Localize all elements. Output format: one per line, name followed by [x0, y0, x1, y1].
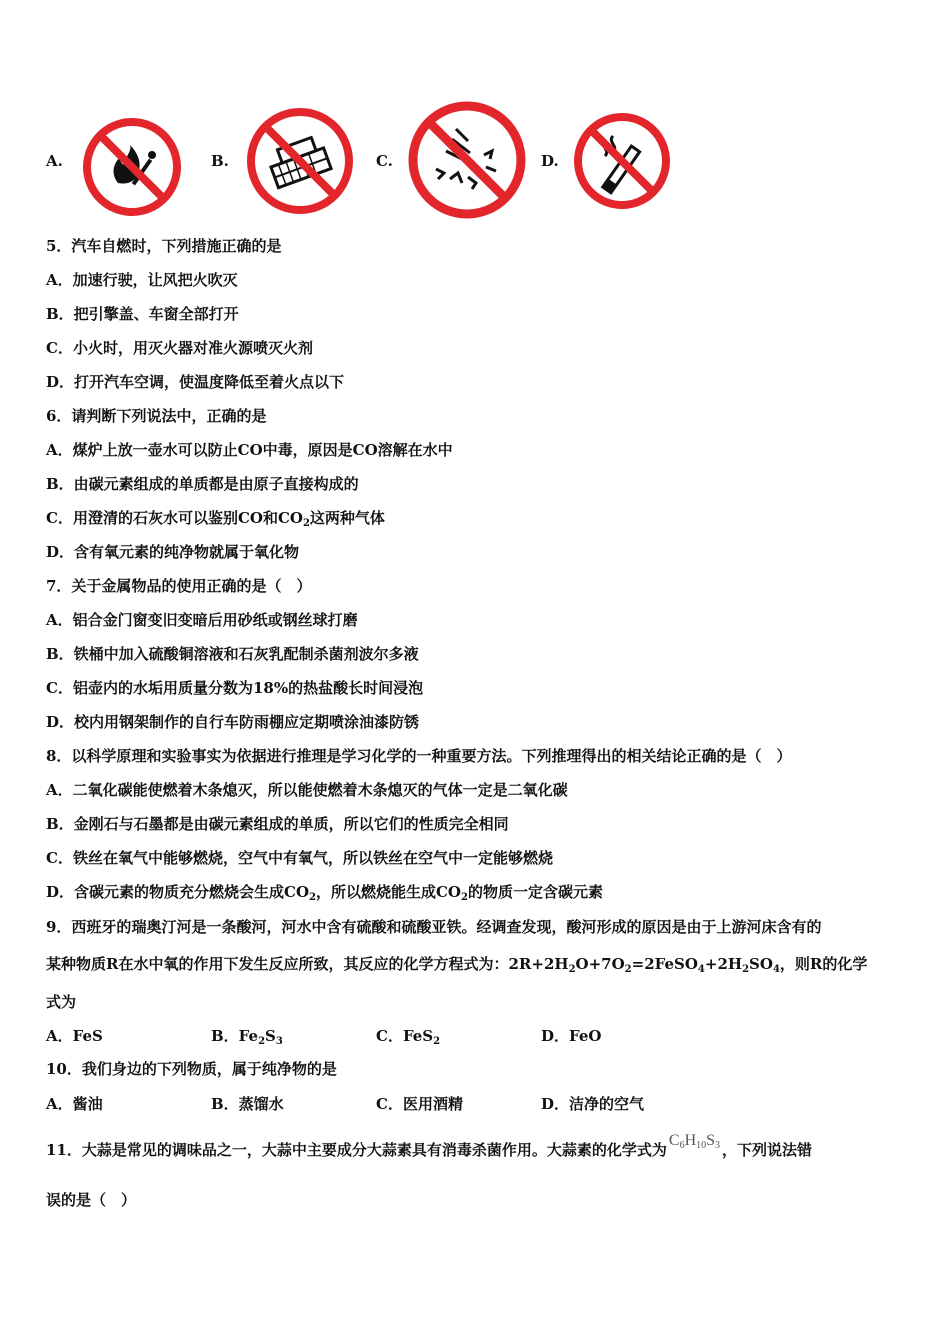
- question-8-option-b: B．金刚石与石墨都是由碳元素组成的单质，所以它们的性质完全相同: [46, 815, 509, 833]
- question-11-stem-line2: 误的是（ ）: [46, 1191, 137, 1209]
- question-9-stem-line3: 式为: [46, 993, 77, 1011]
- question-9-option-d: D．FeO: [541, 1027, 602, 1045]
- question-11-stem-line1: 11．大蒜是常见的调味品之一，大蒜中主要成分大蒜素具有消毒杀菌作用。大蒜素的化学式为$C_6H_{10}S_3$ ，下列说法错: [46, 1132, 813, 1159]
- question-7-option-b: B．铁桶中加入硫酸铜溶液和石灰乳配制杀菌剂波尔多液: [46, 645, 419, 663]
- allicin-formula: $C_6H_{10}S_3$: [668, 1132, 721, 1151]
- question-5-option-c: C．小火时，用灭火器对准火源喷灭火剂: [46, 339, 313, 357]
- question-10-option-d: D．洁净的空气: [541, 1095, 645, 1113]
- option-letter-d: D.: [541, 152, 559, 170]
- no-fireworks-icon: [406, 99, 528, 221]
- question-5-option-a: A．加速行驶，让风把火吹灭: [46, 271, 238, 289]
- question-9-option-c: C．FeS$_2$: [376, 1027, 441, 1047]
- no-matches-icon: [244, 105, 356, 217]
- question-10-option-b: B．蒸馏水: [211, 1095, 284, 1113]
- question-7-option-d: D．校内用钢架制作的自行车防雨棚应定期喷涂油漆防锈: [46, 713, 420, 731]
- question-7-option-c: C．铝壶内的水垢用质量分数为18%的热盐酸长时间浸泡: [46, 679, 424, 697]
- question-10-option-c: C．医用酒精: [376, 1095, 463, 1113]
- question-8-option-d: D．含碳元素的物质充分燃烧会生成$CO_2$，所以燃烧能生成$CO_2$的物质一定含碳元素: [46, 883, 603, 903]
- question-9-stem-line2: 某种物质R在水中氧的作用下发生反应所致，其反应的化学方程式为：$2R+2H_2O+7O_2=2FeSO_4+2H_2SO_4$，则R的化学: [46, 955, 868, 975]
- question-10-stem: 10．我们身边的下列物质，属于纯净物的是: [46, 1060, 337, 1078]
- question-6-stem: 6．请判断下列说法中，正确的是: [46, 407, 267, 425]
- option-letter-b: B.: [211, 152, 229, 170]
- question-5-stem: 5．汽车自燃时，下列措施正确的是: [46, 237, 282, 255]
- question-6-option-d: D．含有氧元素的纯净物就属于氧化物: [46, 543, 300, 561]
- question-7-option-a: A．铝合金门窗变旧变暗后用砂纸或钢丝球打磨: [46, 611, 358, 629]
- question-8-option-a: A．二氧化碳能使燃着木条熄灭，所以能使燃着木条熄灭的气体一定是二氧化碳: [46, 781, 568, 799]
- question-5-option-d: D．打开汽车空调，使温度降低至着火点以下: [46, 373, 345, 391]
- question-6-option-a: A．煤炉上放一壶水可以防止CO中毒，原因是CO溶解在水中: [46, 441, 453, 459]
- no-smoking-icon: [571, 110, 673, 212]
- no-open-flame-icon: [80, 115, 184, 219]
- question-7-stem: 7．关于金属物品的使用正确的是（ ）: [46, 577, 312, 595]
- question-9-option-b: B．$Fe_2S_3$: [211, 1027, 283, 1047]
- question-10-option-a: A．酱油: [46, 1095, 103, 1113]
- question-6-option-c: C．用澄清的石灰水可以鉴别CO和$CO_2$这两种气体: [46, 509, 385, 529]
- question-9-option-a: A．FeS: [46, 1027, 103, 1045]
- question-5-option-b: B．把引擎盖、车窗全部打开: [46, 305, 239, 323]
- option-letter-c: C.: [376, 152, 393, 170]
- question-8-option-c: C．铁丝在氧气中能够燃烧，空气中有氧气，所以铁丝在空气中一定能够燃烧: [46, 849, 553, 867]
- question-8-stem: 8．以科学原理和实验事实为依据进行推理是学习化学的一种重要方法。下列推理得出的相关结论正确的是（ ）: [46, 747, 792, 765]
- question-9-stem-line1: 9．西班牙的瑞奥汀河是一条酸河，河水中含有硫酸和硫酸亚铁。经调查发现，酸河形成的原因是由于上游河床含有的: [46, 918, 822, 936]
- option-letter-a: A.: [46, 152, 63, 170]
- question-6-option-b: B．由碳元素组成的单质都是由原子直接构成的: [46, 475, 359, 493]
